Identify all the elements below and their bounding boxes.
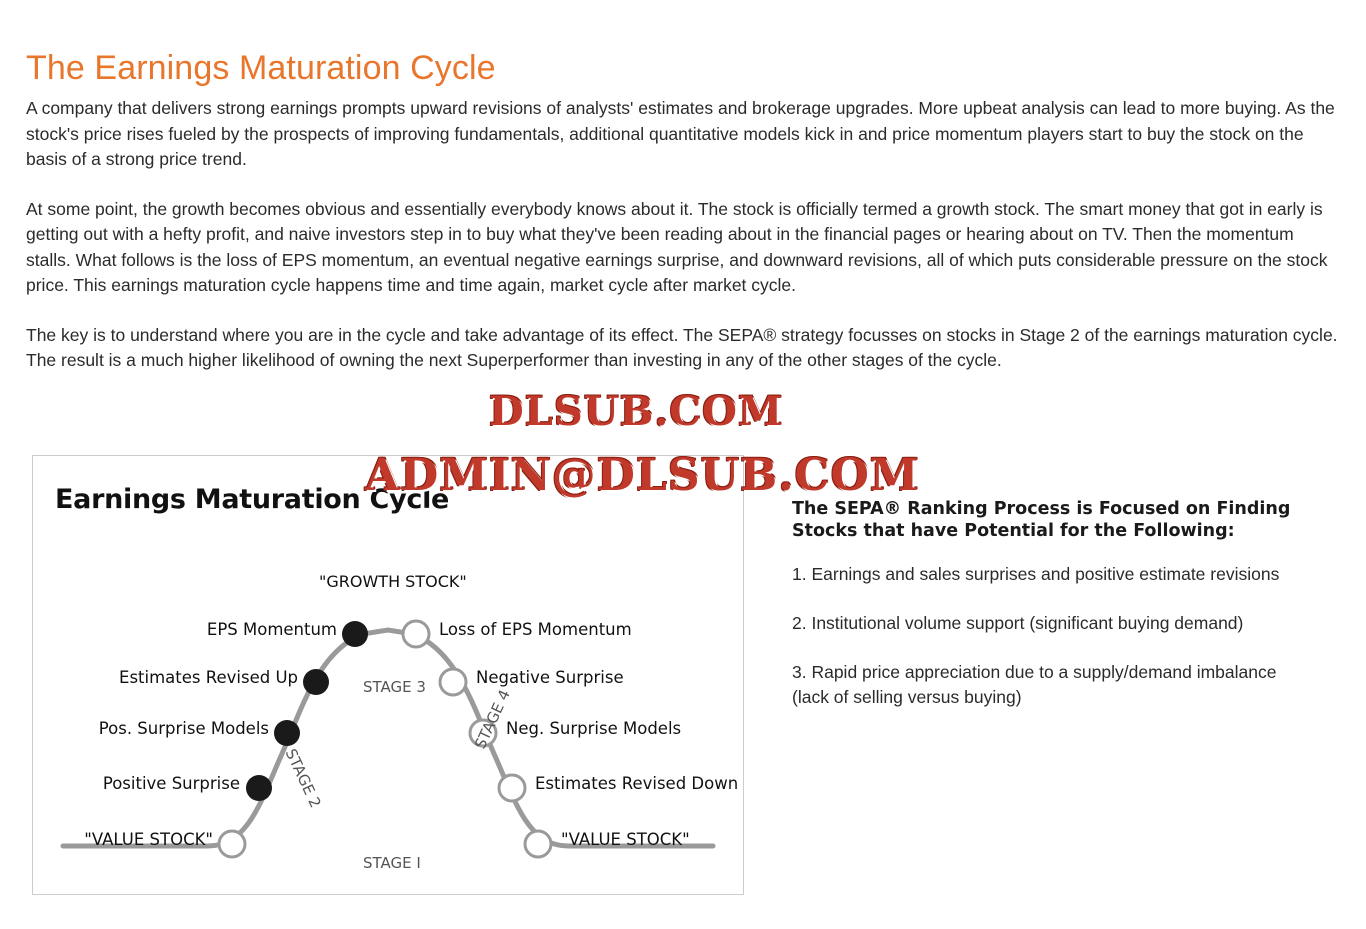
body-text	[26, 96, 1341, 398]
figure-top-label: "GROWTH STOCK"	[319, 572, 467, 591]
watermark-line-1: DLSUB.COM	[489, 388, 784, 435]
figure-left-label-1: Estimates Revised Up	[119, 668, 298, 687]
watermark-line-2: ADMIN@DLSUB.COM	[365, 450, 920, 501]
figure-right-label-3: Estimates Revised Down	[535, 774, 739, 793]
page-title: The Earnings Maturation Cycle	[26, 48, 496, 87]
paragraph-3: The key is to understand where you are in the cycle and take advantage of its effect. The SEPA® strategy focusses on stocks in Stage 2 of the earnings maturation cycle. The result is a much higher likelihood of owning the next Superperformer than investing in any of the other stages of the cycle.	[26, 324, 1338, 370]
paragraph-1: A company that delivers strong earnings prompts upward revisions of analysts' estimates and brokerage upgrades. More upbeat analysis can lead to more buying. As the stock's price rises fueled by the prospects of improving fundamentals, additional quantitative models kick in and price momentum players start to buy the stock on the basis of a strong price trend.	[26, 98, 1335, 169]
figure-right-label-2: Neg. Surprise Models	[506, 719, 682, 738]
figure-title: Earnings Maturation Cycle	[55, 484, 450, 515]
sepa-item-1: 1. Earnings and sales surprises and positive estimate revisions	[792, 564, 1280, 584]
figure-left-label-3: Positive Surprise	[102, 774, 240, 793]
figure-left-label-4: "VALUE STOCK"	[84, 830, 213, 849]
figure-stage-2-label: STAGE 2	[281, 746, 325, 811]
figure-right-label-4: "VALUE STOCK"	[561, 830, 690, 849]
figure-stage-3-label: STAGE 3	[363, 678, 426, 696]
paragraph-2: At some point, the growth becomes obvious and essentially everybody knows about it. The stock is officially termed a growth stock. The smart money that got in early is getting out with a hefty profit, and naive investors step in to buy what they've been reading about in the financial pages or hearing about on TV. Then the momentum stalls. What follows is the loss of EPS momentum, an eventual negative earnings surprise, and downward revisions, all of which puts considerable pressure on the stock price. This earnings maturation cycle happens time and time again, market cycle after market cycle.	[26, 198, 1328, 295]
sepa-heading: The SEPA® Ranking Process is Focused on Finding Stocks that have Potential for the Following:	[792, 499, 1291, 541]
sepa-ranking-section	[792, 498, 1292, 734]
figure-stage-4-label: STAGE 4	[471, 686, 514, 752]
sepa-item-3: 3. Rapid price appreciation due to a supply/demand imbalance (lack of selling versus buying)	[792, 662, 1277, 707]
figure-left-label-2: Pos. Surprise Models	[98, 719, 269, 738]
figure-stage-1-label: STAGE I	[363, 854, 421, 872]
figure-right-label-0: Loss of EPS Momentum	[439, 620, 632, 639]
figure-left-label-0: EPS Momentum	[206, 620, 337, 639]
earnings-maturation-cycle-figure	[32, 455, 744, 895]
figure-right-label-1: Negative Surprise	[476, 668, 624, 687]
sepa-item-2: 2. Institutional volume support (significant buying demand)	[792, 613, 1244, 633]
